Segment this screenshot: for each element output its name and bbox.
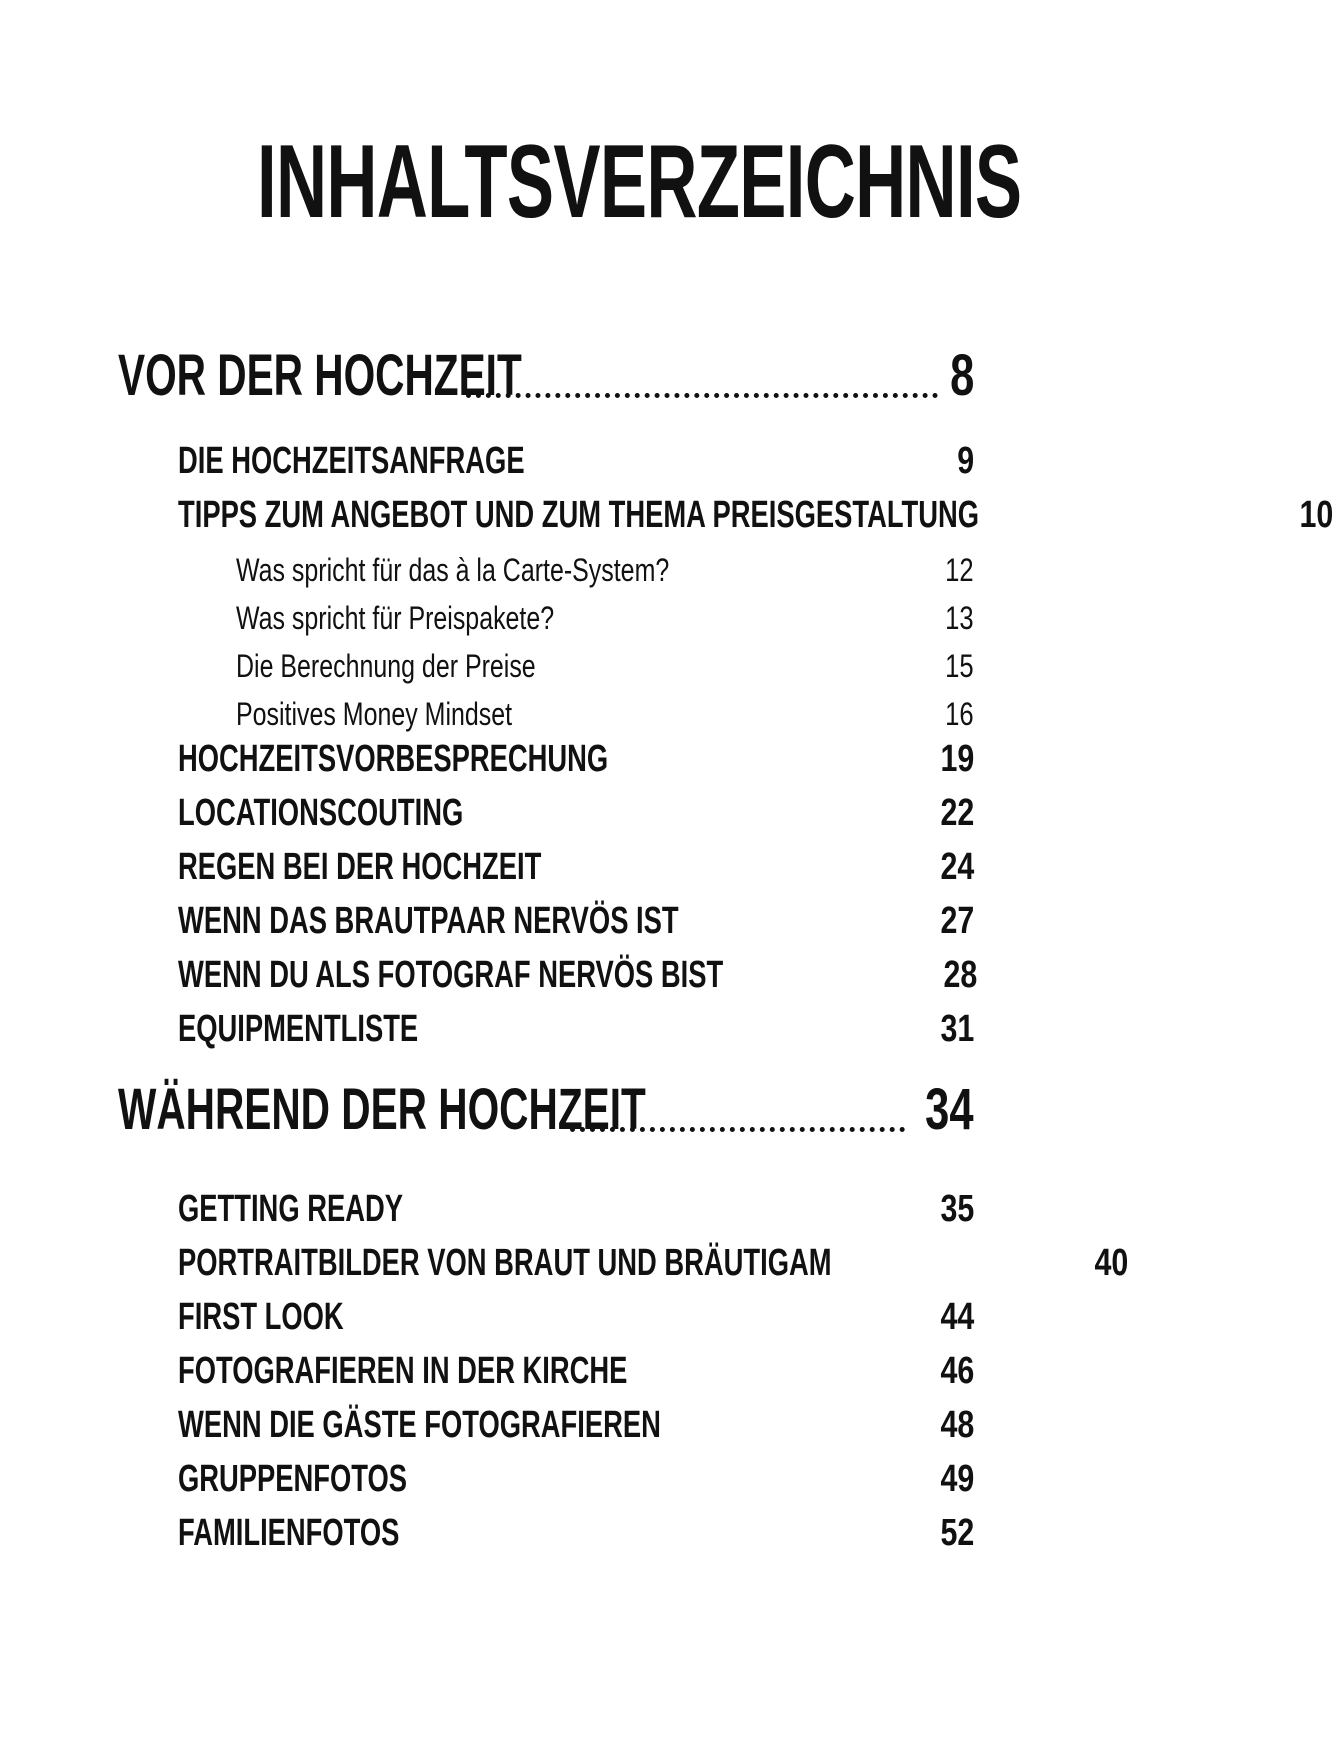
toc-section-label: VOR DER HOCHZEIT [118,343,522,408]
toc-entry[interactable] [178,1188,974,1234]
toc-entry-label: WENN DAS BRAUTPAAR NERVÖS IST [178,900,679,942]
toc-entry-label: Die Berechnung der Preise [236,648,536,684]
toc-entry[interactable] [178,440,974,486]
toc-entry-page: 9 [957,440,974,482]
toc-entry-label: WENN DU ALS FOTOGRAF NERVÖS BIST [178,954,724,996]
toc-entry-label: PORTRAITBILDER VON BRAUT UND BRÄUTIGAM [178,1242,832,1284]
toc-entry[interactable] [178,1512,974,1558]
toc-entry-label: LOCATIONSCOUTING [178,792,464,834]
toc-section-waehrend-der-hochzeit[interactable] [118,1076,974,1146]
toc-entry-page: 12 [945,552,974,588]
toc-entry-label: FOTOGRAFIEREN IN DER KIRCHE [178,1350,628,1392]
toc-entry-label: TIPPS ZUM ANGEBOT UND ZUM THEMA PREISGESTALTUNG [178,494,980,536]
toc-entry-page: 35 [940,1188,974,1230]
toc-entry[interactable] [178,1458,974,1504]
toc-entry[interactable] [178,1296,974,1342]
toc-entry[interactable] [178,1404,974,1450]
toc-entry-page: 49 [940,1458,974,1500]
toc-entry[interactable] [178,1008,974,1054]
toc-section-page: 8 [949,343,974,408]
toc-section-label: WÄHREND DER HOCHZEIT [118,1077,646,1142]
toc-entry-page: 52 [940,1512,974,1554]
toc-entry-page: 15 [945,648,974,684]
toc-entry[interactable] [178,1242,1129,1288]
toc-entry-label: GETTING READY [178,1188,403,1230]
toc-entry-page: 13 [945,600,974,636]
toc-entry-page: 16 [945,696,974,732]
toc-entry[interactable] [178,954,978,1000]
toc-entry-page: 19 [940,738,974,780]
toc-entry-label: WENN DIE GÄSTE FOTOGRAFIEREN [178,1404,661,1446]
toc-entry[interactable] [178,846,974,892]
toc-entry[interactable] [178,1350,974,1396]
toc-section-page: 34 [925,1077,974,1142]
toc-entry-page: 24 [940,846,974,888]
toc-subentry[interactable] [236,552,974,592]
toc-entry[interactable] [178,494,1333,540]
toc-entry-label: REGEN BEI DER HOCHZEIT [178,846,542,888]
toc-entry-page: 44 [940,1296,974,1338]
toc-entry-label: DIE HOCHZEITSANFRAGE [178,440,525,482]
toc-subentry[interactable] [236,696,974,736]
toc-subentry[interactable] [236,648,974,688]
toc-entry-label: Was spricht für Preispakete? [236,600,555,636]
toc-entry-page: 31 [940,1008,974,1050]
toc-entry[interactable] [178,792,974,838]
toc-entry-page: 27 [940,900,974,942]
toc-entry-label: GRUPPENFOTOS [178,1458,408,1500]
toc-entry-label: HOCHZEITSVORBESPRECHUNG [178,738,609,780]
toc-entry-label: EQUIPMENTLISTE [178,1008,419,1050]
toc-section-vor-der-hochzeit[interactable] [118,342,974,412]
toc-entry-page: 28 [943,954,978,996]
toc-entry-page: 46 [940,1350,974,1392]
toc-entry-page: 48 [940,1404,974,1446]
toc-entry-label: Was spricht für das à la Carte-System? [236,552,670,588]
toc-entry-label: FIRST LOOK [178,1296,344,1338]
page-title: INHALTSVERZEICHNIS [256,124,1022,240]
toc-entry-page: 22 [940,792,974,834]
toc-entry-page: 40 [1094,1242,1129,1284]
toc-entry[interactable] [178,738,974,784]
toc-subentry[interactable] [236,600,974,640]
leader-dots [466,393,938,398]
toc-entry-label: FAMILIENFOTOS [178,1512,400,1554]
toc-entry-label: Positives Money Mindset [236,696,513,732]
toc-entry[interactable] [178,900,974,946]
toc-entry-page: 10 [1299,494,1333,536]
